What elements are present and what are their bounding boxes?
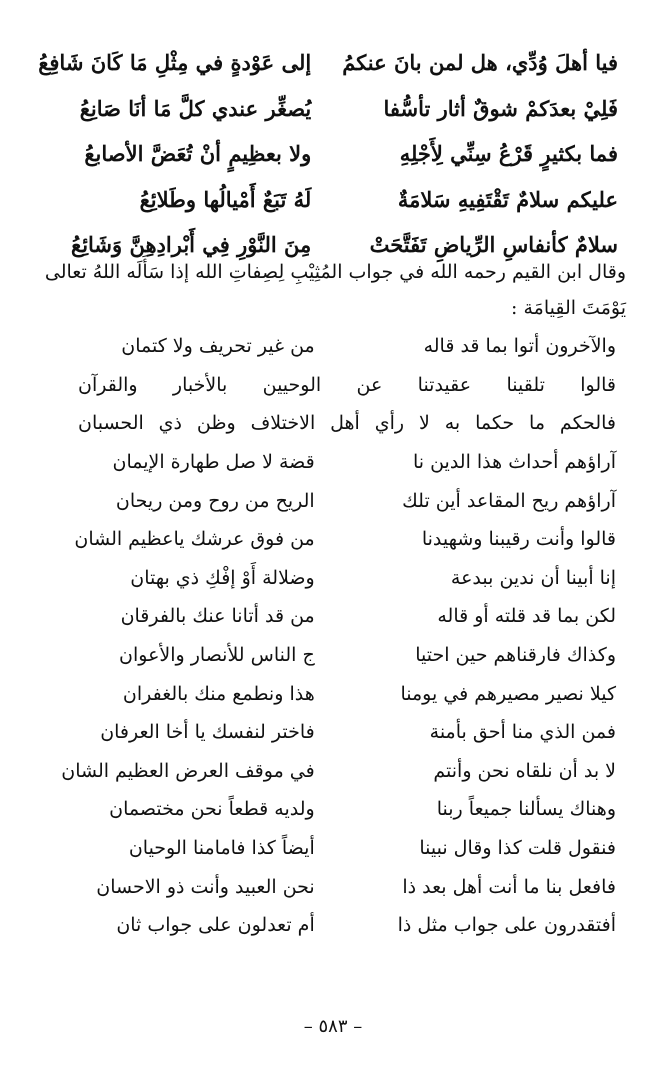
verse-line <box>50 86 618 132</box>
hemistich-first: والآخرون أتوا بما قد قاله <box>423 335 616 358</box>
hemistich-second: ولديه قطعاً نحن مختصمان <box>109 798 315 821</box>
verse-line <box>50 177 618 223</box>
hemistich-first: فافعل بنا ما أنت أهل بعد ذا <box>402 875 616 898</box>
verse-line <box>78 481 616 520</box>
verse-line-full <box>78 404 616 443</box>
verse-line <box>78 559 616 598</box>
hemistich-second: ج الناس للأنصار والأعوان <box>119 644 315 667</box>
verse-line <box>78 674 616 713</box>
verse-line <box>38 40 618 86</box>
hemistich-second: من غير تحريف ولا كتمان <box>121 335 315 358</box>
hemistich-first: لا بد أن نلقاه نحن وأنتم <box>433 759 616 782</box>
hemistich-first: آراؤهم ريح المقاعد أين تلك <box>402 489 616 512</box>
poem-two <box>61 327 616 945</box>
hemistich-first: وهناك يسألنا جميعاً ربنا <box>436 798 616 821</box>
hemistich-second: في موقف العرض العظيم الشان <box>61 759 315 782</box>
intro-paragraph: وقال ابن القيم رحمه الله في جواب المُثِيْبِ لِصِفاتِ الله إذا سَأَلَه اللهُ تعالى يَوْمَتَ القِيامَة : <box>44 261 626 319</box>
hemistich-second: من فوق عرشك ياعظيم الشان <box>74 528 315 551</box>
hemistich-first: لكن بما قد قلته أو قاله <box>437 605 616 628</box>
verse-line <box>78 713 616 752</box>
hemistich-first: فَلِيْ بعدَكمْ شوقٌ أثار تأسُّفا <box>383 95 618 121</box>
verse-line <box>78 597 616 636</box>
hemistich-first: فيا أهلَ وُدِّي، هل لمن بانَ عنكمُ <box>342 50 618 76</box>
hemistich-second: أيضاً كذا فامامنا الوحيان <box>128 837 315 860</box>
hemistich-second: هذا ونطمع منك بالغفران <box>122 682 315 705</box>
verse-line <box>78 906 616 945</box>
hemistich-first: عليكم سلامٌ تَقْتَفِيهِ سَلامَةٌ <box>397 186 618 212</box>
hemistich-second: ولا بعظِيمٍ أنْ تُعَضَّ الأصابعُ <box>84 141 312 167</box>
hemistich-second: نحن العبيد وأنت ذو الاحسان <box>96 875 315 898</box>
verse-line <box>78 443 616 482</box>
verse-line <box>74 520 616 559</box>
hemistich-first: فنقول قلت كذا وقال نبينا <box>419 837 616 860</box>
hemistich-second: من قد أتانا عنك بالفرقان <box>120 605 315 628</box>
hemistich-first: كيلا نصير مصيرهم في يومنا <box>400 682 616 705</box>
verse-full-text: فالحكم ما حكما به لا رأي أهل الاختلاف وظن ذي الحسبان <box>78 412 616 435</box>
verse-line <box>78 327 616 366</box>
verse-line <box>50 131 618 177</box>
hemistich-second: يُصغِّر عندي كلَّ مَا أنَا صَانِعُ <box>79 95 312 121</box>
hemistich-second: مِنَ النَّوْرِ فِي أَبْرادِهِنَّ وَشَائِعُ <box>71 232 312 258</box>
hemistich-first: إنا أبينا أن ندين ببدعة <box>450 566 616 589</box>
hemistich-second: أم تعدلون على جواب ثان <box>116 914 315 937</box>
hemistich-second: فاختر لنفسك يا أخا العرفان <box>100 721 315 744</box>
hemistich-first: فما بكثيرٍ قَرْعُ سِنِّي لِأَجْلِهِ <box>399 141 618 167</box>
hemistich-first: سلامٌ كأنفاسِ الرِّياضِ تَفَتَّحَتْ <box>369 232 618 258</box>
poem-one <box>38 40 618 268</box>
hemistich-first: وكذاك فارقناهم حين احتيا <box>415 644 616 667</box>
verse-line-full <box>78 366 616 405</box>
hemistich-second: قضة لا صل طهارة الإيمان <box>112 451 315 474</box>
hemistich-first: آراؤهم أحداث هذا الدين نا <box>412 451 616 474</box>
hemistich-second: إلى عَوْدةٍ في مِثْلِ مَا كَانَ شَافِعُ <box>38 50 312 76</box>
hemistich-second: لَهُ تَبَعٌ أَمْيالُها وطَلائِعُ <box>139 186 312 212</box>
hemistich-first: قالوا وأنت رقيبنا وشهيدنا <box>421 528 616 551</box>
hemistich-first: فمن الذي منا أحق بأمنة <box>429 721 616 744</box>
verse-full-text: قالوا تلقينا عقيدتنا عن الوحيين بالأخبار والقرآن <box>78 373 616 396</box>
verse-line <box>78 829 616 868</box>
verse-line <box>78 636 616 675</box>
verse-line <box>78 867 616 906</box>
page-number: – ٥٨٣ – <box>303 1016 363 1037</box>
hemistich-second: وضلالة أَوْ إفْكِ ذي بهتان <box>130 566 315 589</box>
verse-line <box>61 752 616 791</box>
verse-line <box>78 790 616 829</box>
hemistich-second: الريح من روح ومن ريحان <box>115 489 315 512</box>
hemistich-first: أفتقدرون على جواب مثل ذا <box>397 914 616 937</box>
